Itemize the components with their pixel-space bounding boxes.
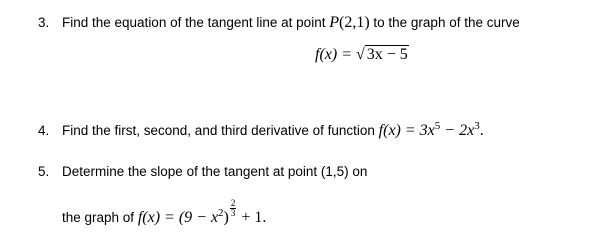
problem-5-sq: 2 bbox=[218, 207, 224, 219]
problem-5-formula bbox=[137, 198, 267, 226]
problem-3-number: 3. bbox=[38, 15, 50, 30]
problem-4-formula-lhs: f(x) = 3x bbox=[378, 122, 435, 139]
problem-5-formula-end: + 1. bbox=[237, 209, 267, 226]
problem-3-formula bbox=[315, 45, 409, 64]
problem-4-exp1: 5 bbox=[434, 120, 441, 132]
problem-3-point: P(2,1) bbox=[329, 14, 370, 31]
problem-3-point-coords: (2,1) bbox=[338, 14, 370, 31]
problem-3-text bbox=[62, 14, 520, 32]
problem-3-text-trail: to the graph of the curve bbox=[369, 15, 520, 30]
problem-4-exp2: 3 bbox=[474, 120, 480, 132]
problem-5-number: 5. bbox=[38, 164, 50, 179]
problem-5-close: ) bbox=[223, 209, 229, 226]
fraction-numerator: 2 bbox=[230, 198, 236, 208]
problem-5-text-line1: Determine the slope of the tangent at point (1,5) on bbox=[62, 164, 368, 179]
problem-5-formula-lhs: f(x) = (9 − x bbox=[137, 209, 219, 226]
problem-3-formula-lhs: f(x) = bbox=[315, 46, 356, 63]
problem-4-formula bbox=[379, 122, 484, 139]
fraction-denominator: 3 bbox=[230, 208, 236, 218]
sqrt-icon bbox=[356, 45, 409, 64]
problem-3-radicand: 3x − 5 bbox=[366, 46, 408, 63]
problem-5-text-line2: the graph of bbox=[62, 210, 138, 225]
problem-4-text bbox=[62, 122, 484, 140]
problem-4-formula-end: . bbox=[479, 122, 484, 139]
problem-4-formula-middle: − 2x bbox=[440, 122, 475, 139]
problem-3-text-lead: Find the equation of the tangent line at point bbox=[62, 15, 330, 30]
problem-5-text bbox=[62, 163, 367, 181]
problem-4-number: 4. bbox=[38, 123, 50, 138]
radical-sign: √ bbox=[356, 46, 365, 63]
problem-4-text-lead: Find the first, second, and third derivative of function bbox=[62, 123, 379, 138]
fraction-exponent bbox=[230, 199, 237, 218]
problem-5-text-second-line bbox=[62, 199, 266, 227]
